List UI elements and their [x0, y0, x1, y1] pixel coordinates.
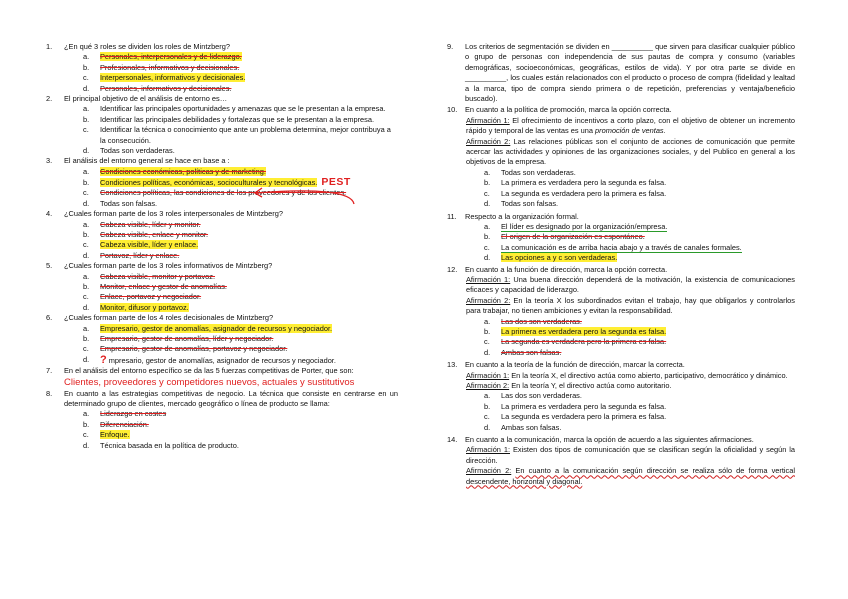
option-letter: c. [484, 337, 490, 347]
option-label: Todas son falsas. [501, 199, 559, 209]
question-mark-annotation: ? [100, 353, 107, 366]
question-text [64, 156, 398, 166]
option-row [83, 282, 398, 292]
statement-text: En la teoría X los subordinados evitan el trabajo, hay que obligarlos y controlarlos para trabajar, no tienen ambiciones y evitan la responsabilidad. [466, 295, 795, 316]
option-label: Portavoz, líder y enlace. [100, 250, 180, 260]
arrow-annotation-icon [248, 184, 360, 206]
option-row [484, 317, 795, 327]
option-text [100, 441, 398, 451]
option-text [501, 232, 795, 242]
option-letter: c. [83, 125, 89, 135]
option-row [83, 409, 398, 419]
statement-label: Afirmación 2: [466, 295, 511, 305]
option-letter: d. [484, 347, 491, 357]
option-label: Cabeza visible, líder y enlace. [100, 240, 199, 250]
question-number: 10. [447, 105, 458, 115]
question-12-options [447, 317, 795, 359]
question-label: En cuanto a las estrategias competitivas de negocio. La técnica que consiste en centrarse en un determinado grupo de clientes, mercado geográfico o línea de producto se llama: [64, 388, 398, 408]
option-label: El líder es designado por la organización/empresa. [501, 221, 668, 231]
option-letter: d. [484, 422, 491, 432]
option-row [484, 243, 795, 253]
option-label: Condiciones políticas, las condiciones de los proveedores y de los clientes. [100, 188, 347, 198]
statement-text: En cuanto a la comunicación según dirección se realiza sólo de forma vertical descendente, horizontal y diagonal. [466, 466, 795, 486]
option-letter: a. [83, 52, 90, 62]
option-letter: a. [83, 271, 90, 281]
option-letter: c. [83, 188, 89, 198]
option-letter: c. [484, 412, 490, 422]
option-label: Diferenciación. [100, 419, 149, 429]
option-text [100, 282, 398, 292]
option-row [83, 303, 398, 313]
option-label: La segunda es verdadera pero la primera es falsa. [501, 337, 667, 347]
option-letter: b. [484, 401, 491, 411]
option-label: Empresario, gestor de anomalías, asignador de recursos y negociador. [100, 323, 333, 333]
question-text: En cuanto a la función de dirección, marca la opción correcta. [465, 264, 668, 274]
question-2 [46, 94, 398, 156]
option-text [100, 73, 398, 83]
option-text [100, 292, 398, 302]
option-row [83, 52, 398, 62]
option-text [100, 303, 398, 313]
statement-1 [466, 116, 795, 137]
option-row [484, 412, 795, 422]
option-label: Ambas son falsas. [501, 347, 562, 357]
question-4 [46, 209, 398, 261]
question-13 [447, 360, 795, 370]
option-row [83, 115, 398, 125]
option-label: Profesionales, informativos y decisionales. [100, 62, 240, 72]
option-text [100, 324, 398, 334]
option-text [501, 327, 795, 337]
statement-1 [466, 275, 795, 296]
option-label: Técnica basada en la política de producto. [100, 440, 239, 450]
option-letter: a. [484, 221, 491, 231]
statement-label: Afirmación 1: [466, 115, 510, 125]
question-9 [447, 42, 795, 104]
option-row [484, 189, 795, 199]
question-number: 14. [447, 435, 458, 445]
option-label: Todas son verdaderas. [100, 146, 175, 156]
option-text [100, 52, 398, 62]
option-label: Las opciones a y c son verdaderas. [501, 253, 618, 263]
option-text [100, 63, 398, 73]
option-letter: d. [83, 83, 90, 93]
option-letter: b. [83, 62, 90, 72]
question-text [64, 209, 398, 219]
option-text [100, 355, 398, 366]
option-row [83, 292, 398, 302]
question-10 [447, 105, 795, 115]
option-text [501, 391, 795, 401]
option-label: La segunda es verdadera pero la primera es falsa. [501, 412, 667, 422]
question-12 [447, 265, 795, 275]
option-row [83, 430, 398, 440]
question-number: 2. [46, 94, 53, 104]
option-row [484, 402, 795, 412]
option-row [83, 251, 398, 261]
option-letter: d. [83, 198, 90, 208]
option-label: La primera es verdadera pero la segunda es falsa. [501, 401, 667, 411]
option-row [484, 327, 795, 337]
option-text [501, 222, 795, 232]
option-row [484, 391, 795, 401]
option-text [501, 317, 795, 327]
option-label: Monitor, difusor y portavoz. [100, 302, 189, 312]
left-column [46, 42, 398, 451]
question-number: 3. [46, 156, 53, 166]
option-text [100, 115, 398, 125]
option-letter: d. [83, 354, 90, 364]
question-text [64, 42, 398, 52]
statement-text: El ofrecimiento de incentivos a corto plazo, con el objetivo de obtener un incremento rápido y temporal de las ventas es una [466, 115, 796, 136]
option-text [501, 189, 795, 199]
question-label: ¿Cuales forman parte de los 3 roles interpersonales de Mintzberg? [64, 209, 283, 219]
option-text [501, 337, 795, 347]
question-header [46, 366, 398, 376]
option-label: Liderazgo en costes [100, 409, 167, 419]
option-label: Interpersonales, informativos y decisionales. [100, 73, 246, 83]
option-text [501, 423, 795, 433]
question-header [46, 261, 398, 271]
option-label: Empresario, gestor de anomalías, portavoz y negociador. [100, 344, 288, 354]
option-label: El origen de la organización es espontáneo. [501, 232, 645, 242]
option-text [100, 409, 398, 419]
statement-2 [466, 466, 795, 487]
option-row [83, 355, 398, 366]
statement-label: Afirmación 2: [466, 136, 511, 146]
option-row [484, 199, 795, 209]
option-text [100, 251, 398, 261]
option-row [83, 334, 398, 344]
question-8 [46, 389, 398, 451]
question-text: En cuanto a la comunicación, marca la opción de acuerdo a las siguientes afirmaciones. [465, 435, 754, 445]
option-row [83, 73, 398, 83]
option-row [83, 230, 398, 240]
question-number: 12. [447, 264, 458, 274]
option-text [501, 178, 795, 188]
option-letter: a. [484, 316, 491, 326]
right-column [447, 42, 795, 487]
option-label: Todas son verdaderas. [501, 167, 576, 177]
option-text [100, 84, 398, 94]
question-text: En cuanto a la teoría de la función de dirección, marcar la correcta. [465, 360, 685, 370]
option-text [100, 220, 398, 230]
option-label: Empresario, gestor de anomalías, líder y negociador. [100, 333, 274, 343]
question-13-options [447, 391, 795, 433]
option-row [83, 146, 398, 156]
option-label: Las dos son verdaderas. [501, 316, 582, 326]
question-text [64, 313, 398, 323]
statement-text: Una buena dirección dependerá de la motivación, la existencia de comunicaciones eficaces y capacidad de liderazgo. [466, 274, 795, 295]
option-text [501, 412, 795, 422]
option-letter: a. [484, 167, 491, 177]
question-label: ¿Cuales forman parte de los 3 roles informativos de Mintzberg? [64, 261, 273, 271]
statement-label: Afirmación 1: [466, 445, 510, 455]
option-letter: c. [83, 344, 89, 354]
question-number: 4. [46, 209, 53, 219]
question-text [64, 261, 398, 271]
option-letter: b. [484, 178, 491, 188]
option-label: La primera es verdadera pero la segunda es falsa. [501, 326, 667, 336]
question-number: 7. [46, 366, 53, 376]
option-row [484, 348, 795, 358]
statement-label: Afirmación 2: [466, 381, 510, 390]
option-letter: c. [83, 73, 89, 83]
question-header [46, 313, 398, 323]
option-letter: c. [83, 240, 89, 250]
option-text [501, 243, 795, 253]
question-14 [447, 435, 795, 445]
option-letter: b. [83, 114, 90, 124]
question-label: En el análisis del entorno específico se da las 5 fuerzas competitivas de Porter, que son: [64, 366, 354, 376]
statement-1 [466, 371, 795, 381]
question-10-options [447, 168, 795, 210]
statement-1 [466, 445, 795, 466]
option-row [83, 125, 398, 146]
option-label: Identificar las principales oportunidades y amenazas que se le presentan a la empresa. [100, 104, 386, 114]
option-letter: b. [484, 232, 491, 242]
option-label: Monitor, enlace y gestor de anomalías. [100, 281, 227, 291]
option-label: mpresario, gestor de anomalías, asignador de recursos y negociador. [108, 355, 336, 365]
option-label: La comunicación es de arriba hacia abajo y a través de canales formales. [501, 242, 742, 252]
statement-2 [466, 381, 795, 391]
option-letter: d. [484, 199, 491, 209]
option-letter: d. [83, 146, 90, 156]
question-11 [447, 212, 795, 222]
question-label: El principal objetivo de el análisis de entorno es… [64, 94, 228, 104]
question-number: 8. [46, 388, 53, 398]
question-header [46, 209, 398, 219]
option-letter: d. [83, 250, 90, 260]
option-label: Condiciones políticas, económicas, socioculturales y tecnológicas. [100, 178, 318, 188]
option-label: Identificar las principales debilidades y fortalezas que se le presentan a la empresa. [100, 114, 375, 124]
option-row [83, 104, 398, 114]
option-label: Ambas son falsas. [501, 422, 562, 432]
statement-2 [466, 296, 795, 317]
statement-label: Afirmación 2: [466, 466, 512, 476]
option-text [501, 402, 795, 412]
option-label: Enfoque. [100, 430, 130, 440]
option-label: Las dos son verdaderas. [501, 391, 582, 401]
option-letter: a. [484, 391, 491, 401]
option-text [100, 104, 398, 114]
option-letter: b. [83, 281, 90, 291]
question-label: ¿Cuales forman parte de los 4 roles decisionales de Mintzberg? [64, 313, 274, 323]
option-label: La primera es verdadera pero la segunda es falsa. [501, 178, 667, 188]
question-label: ¿En qué 3 roles se dividen los roles de Mintzberg? [64, 42, 230, 51]
option-letter: b. [484, 326, 491, 336]
question-number: 13. [447, 360, 458, 370]
question-text: En cuanto a la política de promoción, marca la opción correcta. [465, 105, 672, 115]
option-letter: c. [83, 430, 89, 440]
option-text [100, 146, 398, 156]
option-label: La segunda es verdadera pero la primera es falsa. [501, 188, 667, 198]
option-label: Todas son falsas. [100, 198, 158, 208]
question-number: 1. [46, 42, 53, 51]
option-row [484, 222, 795, 232]
question-header [46, 156, 398, 166]
option-label: Cabeza visible, líder y monitor. [100, 219, 201, 229]
option-text [501, 199, 795, 209]
question-7 [46, 366, 398, 388]
question-11-options [447, 222, 795, 264]
option-text [100, 230, 398, 240]
option-text [501, 253, 795, 263]
option-text [100, 420, 398, 430]
option-row [484, 168, 795, 178]
option-letter: c. [83, 292, 89, 302]
statement-label: Afirmación 1: [466, 274, 511, 284]
option-letter: a. [83, 104, 90, 114]
option-row [83, 420, 398, 430]
option-row [83, 272, 398, 282]
option-text [100, 430, 398, 440]
question-text [64, 389, 398, 410]
option-label: Identificar la técnica o conocimiento que ante un problema determina, mejor contribuya a la consecución. [100, 125, 391, 145]
option-letter: b. [83, 333, 90, 343]
question-number: 5. [46, 261, 53, 271]
option-text [501, 348, 795, 358]
statement-text: Las relaciones públicas son el conjunto de acciones de comunicación que permite acercar las actividades y opiniones de las organizaciones sociales, y del Publico en general a los objetivos de la empresa. [466, 136, 795, 167]
option-letter: a. [83, 409, 90, 419]
option-label: Personales, interpersonales y de liderazgo. [100, 52, 242, 62]
question-header [46, 94, 398, 104]
option-text [100, 272, 398, 282]
option-label: Personales, informativos y decisionales. [100, 83, 232, 93]
question-1 [46, 42, 398, 94]
option-letter: a. [83, 166, 90, 176]
question-5 [46, 261, 398, 313]
option-text [100, 125, 398, 146]
statement-2 [466, 137, 795, 168]
question-text [64, 94, 398, 104]
option-row [484, 253, 795, 263]
option-text [100, 240, 398, 250]
option-letter: b. [83, 178, 90, 188]
statement-text: En la teoría X, el directivo actúa como abierto, participativo, democrático y dinámico. [511, 370, 788, 380]
option-letter: c. [484, 188, 490, 198]
question-number: 11. [447, 211, 457, 221]
option-row [83, 84, 398, 94]
option-label: Condiciones económicas, políticas y de marketing. [100, 166, 266, 176]
option-row [484, 337, 795, 347]
handwritten-answer: Clientes, proveedores y competidores nuevos, actuales y sustitutivos [64, 376, 355, 388]
option-row [83, 344, 398, 354]
question-header [46, 389, 398, 410]
option-letter: a. [83, 219, 90, 229]
option-letter: a. [83, 323, 90, 333]
question-text: Los criterios de segmentación se dividen en __________ que sirven para clasificar cualquier público o grupo de personas con independencia de sus pautas de compra y consumo (variables demográficas, socioeconómicas, geográficas, estilos de vida). Y por otra parte se divide en __________, los cuales están relacionados con el producto o proceso de compra (fidelidad y lealtad a la marca, tipo de compra siendo primera o de repetición, preferencias y ventaja/beneficio buscado). [465, 42, 795, 104]
option-row [83, 240, 398, 250]
option-row [83, 63, 398, 73]
option-row [83, 220, 398, 230]
option-row [83, 441, 398, 451]
option-letter: d. [484, 253, 491, 263]
question-text: Respecto a la organización formal. [465, 211, 579, 221]
option-letter: d. [83, 440, 90, 450]
statement-italic: promoción de ventas. [595, 126, 666, 136]
option-row [484, 232, 795, 242]
option-letter: c. [484, 242, 490, 252]
option-label: Enlace, portavoz y negociador. [100, 292, 202, 302]
option-letter: d. [83, 302, 90, 312]
question-number: 9. [447, 42, 454, 51]
option-letter: b. [83, 419, 90, 429]
question-label: El análisis del entorno general se hace en base a : [64, 156, 230, 166]
option-label: Cabeza visible, enlace y monitor. [100, 229, 209, 239]
question-number: 6. [46, 313, 53, 323]
question-text [64, 366, 398, 376]
question-6 [46, 313, 398, 366]
option-row [83, 324, 398, 334]
option-label: Cabeza visible, monitor y portavoz. [100, 271, 216, 281]
option-row [484, 178, 795, 188]
statement-label: Afirmación 1: [466, 370, 510, 380]
pest-annotation: PEST [321, 176, 351, 189]
option-text [100, 344, 398, 354]
statement-text: Existen dos tipos de comunicación que se clasifican según la oficialidad y según la dirección. [466, 445, 795, 465]
option-text [501, 168, 795, 178]
statement-text: En la teoría Y, el directivo actúa como autoritario. [511, 381, 672, 390]
question-header [46, 42, 398, 52]
option-letter: b. [83, 229, 90, 239]
option-text [100, 167, 398, 177]
option-row [484, 423, 795, 433]
option-text [100, 334, 398, 344]
